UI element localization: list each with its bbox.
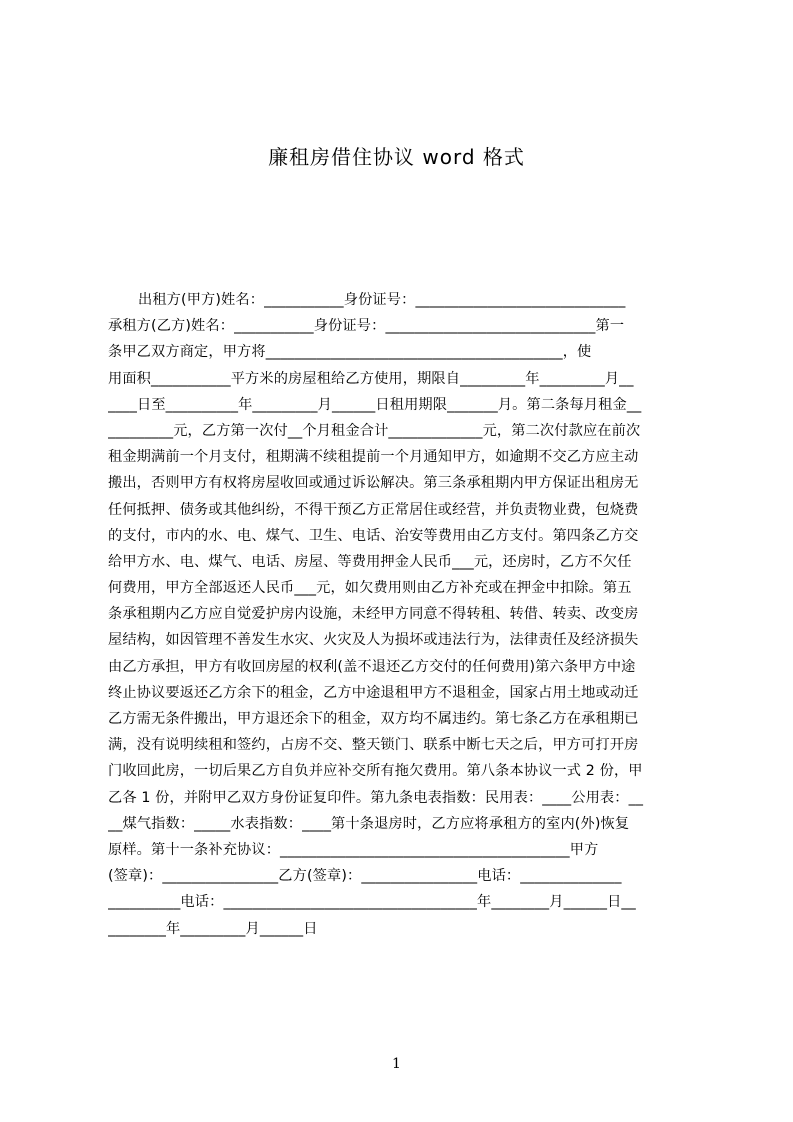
text-line: 搬出，否则甲方有权将房屋收回或通过诉讼解决。第三条承租期内甲方保证出租房无 <box>108 475 639 492</box>
text-line: 满，没有说明续租和签约，占房不交、整天锁门、联系中断七天之后，甲方可打开房 <box>108 737 639 754</box>
text-line: 由乙方承担，甲方有收回房屋的权利(盖不退还乙方交付的任何费用)第六条甲方中途 <box>108 658 636 675</box>
text-line: 给甲方水、电、煤气、电话、房屋、等费用押金人民币___元，还房时，乙方不欠任 <box>108 553 632 570</box>
text-line: _________元，乙方第一次付__个月租金合计_____________元，第二次付款应在前次 <box>108 422 641 439</box>
page-number: 1 <box>392 1056 401 1072</box>
text-line: 终止协议要返还乙方余下的租金，乙方中途退租甲方不退租金，国家占用土地或动迁 <box>108 684 639 701</box>
text-line: 乙各 1 份，并附甲乙双方身份证复印件。第九条电表指数：民用表：____公用表：__ <box>108 789 644 806</box>
text-line: __________电话：___________________________________年________月______日__ <box>108 894 636 911</box>
text-line: 条甲乙双方商定，甲方将_________________________________________，使 <box>108 344 592 361</box>
text-line: ____日至__________年_________月______日租用期限_______月。第二条每月租金__ <box>108 396 642 413</box>
text-line: 屋结构，如因管理不善发生水灾、火灾及人为损坏或违法行为，法律责任及经济损失 <box>108 632 639 649</box>
text-line: 用面积___________平方米的房屋租给乙方使用，期限自_________年_________月__ <box>108 370 634 387</box>
text-line: __煤气指数：_____水表指数：____第十条退房时，乙方应将承租方的室内(外)恢复 <box>108 815 630 832</box>
text-line: 承租方(乙方)姓名：___________身份证号：_____________________________第一 <box>108 318 625 335</box>
text-line: 门收回此房，一切后果乙方自负并应补交所有拖欠费用。第八条本协议一式 2 份，甲 <box>108 763 643 780</box>
text-line: 任何抵押、债务或其他纠纷，不得干预乙方正常居住或经营，并负责物业费，包烧费 <box>108 501 639 518</box>
text-line: 租金期满前一个月支付，租期满不续租提前一个月通知甲方，如逾期不交乙方应主动 <box>108 449 639 466</box>
text-line: ________年_________月______日 <box>108 920 318 937</box>
text-line: (签章)：________________乙方(签章)：________________电话：______________ <box>108 868 622 885</box>
text-line: 出租方(甲方)姓名：___________身份证号：_____________________________ <box>138 292 626 308</box>
text-line: 原样。第十一条补充协议：________________________________________甲方 <box>108 841 599 858</box>
text-line: 何费用，甲方全部返还人民币___元，如欠费用则由乙方补充或在押金中扣除。第五 <box>108 580 632 597</box>
text-line: 的支付，市内的水、电、煤气、卫生、电话、治安等费用由乙方支付。第四条乙方交 <box>108 527 639 544</box>
document-title: 廉租房借住协议 word 格式 <box>268 145 525 169</box>
text-line: 乙方需无条件搬出，甲方退还余下的租金，双方均不属违约。第七条乙方在承租期已 <box>108 711 639 727</box>
text-line: 条承租期内乙方应自觉爱护房内设施，未经甲方同意不得转租、转借、转卖、改变房 <box>108 606 639 623</box>
agreement-body <box>108 287 700 942</box>
